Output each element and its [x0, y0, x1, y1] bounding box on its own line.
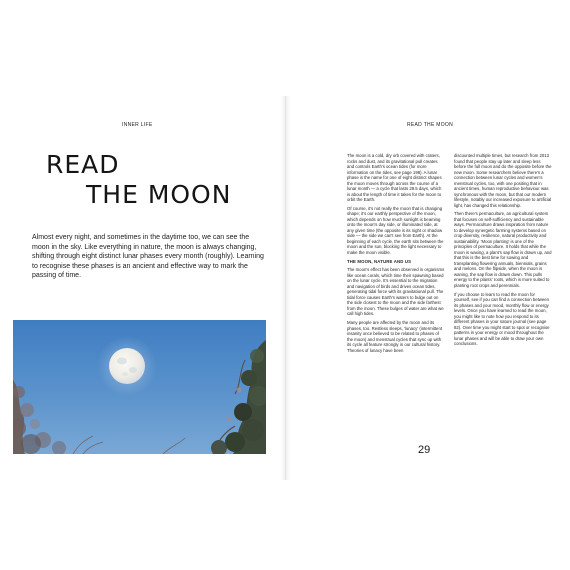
body-column-1 [347, 153, 445, 357]
foliage-right [211, 340, 266, 454]
title-line-2: THE MOON [86, 180, 232, 209]
body-paragraph: If you choose to learn to read the moon for yourself, see if you can find a connection between its phases and your mood, monthly flow or energy levels. Once you have learned to read the moon, you might like to note how you respond to its different phases in your nature journal (see page 82). Over time you might start to spot or recognise patterns in your energy or mood throughout the lunar phases and will be able to draw your own conclusions. [454, 291, 550, 347]
body-paragraph: Then there's permaculture, an agricultural system that focuses on self-sufficiency and sustainable ways. Permaculture draws inspiration from nature to develop synergetic farming systems based on crop diversity, resilience, natural productivity and sustainability. 'Moon planting' is one of the principles of permaculture. It holds that while the moon is waxing, a plant's sap flow is drawn up, and that this is the best time for sowing and transplanting flowering annuals, biennials, grains and melons. On the flipside, when the moon is waning, the sap flow is drawn down. This pulls energy to the plants' roots, which is more suited to planting root crops and perennials. [454, 211, 552, 288]
moon-photo-illustration [13, 320, 266, 454]
moon [109, 348, 145, 384]
body-paragraph: discounted multiple times, but research from 2013 found that people stay up later and sleep less before the full moon and do the opposite before the new moon. Some researchers believe there's a connection between lunar cycles and women's menstrual cycles, too, with one positing that in ancient times, human reproductive behaviour was synchronous with the moon, but that our modern lifestyle, notably our increased exposure to artificial light, has changed this relationship. [454, 153, 552, 208]
moon-crater [129, 367, 137, 373]
body-paragraph: Many people are affected by the moon and its phases, too. Restless sleeps, 'lunacy' (intermittent insanity once believed to be related to phases of the moon) and menstrual cycles that sync up with its cycle all feature strongly in our cultural history. Theories of lunacy have been [347, 320, 443, 353]
body-paragraph: Of course, it's not really the moon that is changing shape; it's our earthly perspective of the moon, which depends on how much sunlight is beaming onto the moon's day side, or illuminated side, at any given time (the opposite is its night or shadow side — the side we can't see from Earth). At the beginning of each cycle, the earth sits between the moon and the sun, blocking the light necessary to make the moon visible. [347, 205, 444, 255]
moon-crater [117, 358, 127, 365]
intro-paragraph: Almost every night, and sometimes in the daytime too, we can see the moon in the sky. Like everything in nature, the moon is always changing, shifting through eight distinct lunar phases every month (roughly). Learning to recognise these phases is an ancient and effective way to mark the passing of time. [32, 234, 264, 280]
running-head-right: READ THE MOON [407, 122, 454, 128]
running-head-left: INNER LIFE [122, 122, 153, 128]
page-title [46, 150, 231, 210]
foliage-left [13, 380, 66, 454]
book-spine [285, 96, 286, 480]
title-line-1: READ [46, 150, 120, 179]
section-heading: THE MOON, NATURE AND US [347, 258, 412, 264]
moon-photo [13, 320, 266, 454]
page-number: 29 [418, 444, 431, 456]
twigs-bottom [73, 436, 185, 454]
body-column-2 [454, 153, 552, 350]
body-paragraph: The moon is a cold, dry orb covered with craters, rocks and dust, and its gravitational pull creates and controls Earth's ocean tides (for more information on the tides, see page 198). A lunar phase is the name for one of eight distinct shapes the moon moves through across the course of a lunar month — a cycle that lasts 29.5 days, which is about the length of time it takes for the moon to orbit the Earth. [347, 153, 442, 202]
moon-crater [122, 372, 128, 376]
body-paragraph: The moon's effect has been observed in organisms like ocean corals, which time their spawning based on the lunar cycle. It's essential to the migration and navigation of birds and drives ocean tides, generating tidal force with its gravitational pull. The tidal force causes Earth's waters to bulge out on the side closest to the moon and the side farthest from the moon. These bulges of water are what we call high tides. [347, 267, 445, 317]
